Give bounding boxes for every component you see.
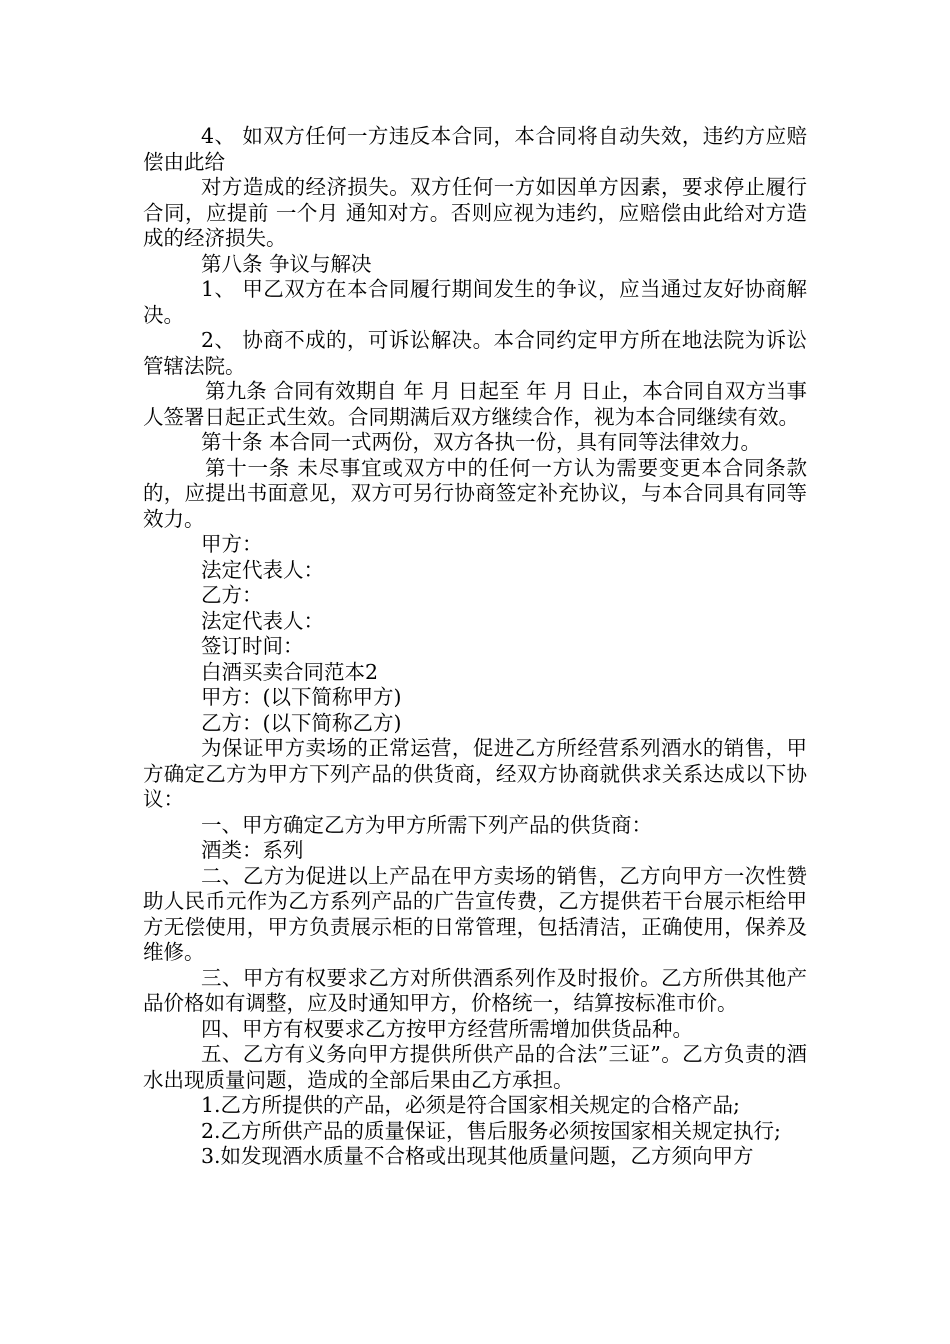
clause-7-4-continued: 对方造成的经济损失。双方任何一方如因单方因素，要求停止履行合同，应提前 一个月 通知对方。否则应视为违约，应赔偿由此给对方造成的经济损失。: [143, 175, 807, 250]
contract-2-title: 白酒买卖合同范本2: [201, 659, 379, 684]
contract-2-party-a: 甲方：(以下简称甲方): [201, 685, 402, 709]
contract-2-item-5-3: 3.如发现酒水质量不合格或出现其他质量问题，乙方须向甲方: [201, 1144, 754, 1168]
article-11: 第十一条 未尽事宜或双方中的任何一方认为需要变更本合同条款的，应提出书面意见，双方可另行协商签定补充协议，与本合同具有同等效力。: [143, 455, 807, 531]
clause-8-2: 2、 协商不成的，可诉讼解决。本合同约定甲方所在地法院为诉讼管辖法院。: [143, 328, 807, 378]
contract-2-party-b: 乙方：(以下简称乙方): [201, 710, 402, 735]
clause-7-4: 4、 如双方任何一方违反本合同，本合同将自动失效，违约方应赔偿由此给: [143, 124, 807, 174]
contract-2-item-3: 三、甲方有权要求乙方对所供酒系列作及时报价。乙方所供其他产品价格如有调整，应及时通知甲方，价格统一，结算按标准市价。: [143, 965, 807, 1015]
contract-2-item-2: 二、乙方为促进以上产品在甲方卖场的销售，乙方向甲方一次性赞助人民币元作为乙方系列产品的广告宣传费，乙方提供若干台展示柜给甲方无偿使用，甲方负责展示柜的日常管理，包括清洁，正确使用，保养及维修。: [143, 863, 807, 964]
article-8-heading: 第八条 争议与解决: [201, 251, 372, 276]
contract-2-liquor-type: 酒类：系列: [201, 838, 304, 862]
contract-2-item-5-1: 1.乙方所提供的产品，必须是符合国家相关规定的合格产品;: [201, 1093, 740, 1117]
contract-2-item-4: 四、甲方有权要求乙方按甲方经营所需增加供货品种。: [201, 1016, 693, 1041]
article-9: 第九条 合同有效期自 年 月 日起至 年 月 日止，本合同自双方当事人签署日起正式生效。合同期满后双方继续合作，视为本合同继续有效。: [143, 379, 807, 429]
party-a-field: 甲方：: [201, 532, 263, 556]
clause-8-1: 1、 甲乙双方在本合同履行期间发生的争议，应当通过友好协商解决。: [143, 277, 807, 327]
contract-2-item-1: 一、甲方确定乙方为甲方所需下列产品的供货商：: [201, 812, 652, 837]
contract-2-item-5-2: 2.乙方所供产品的质量保证，售后服务必须按国家相关规定执行;: [201, 1118, 781, 1143]
contract-2-preamble: 为保证甲方卖场的正常运营，促进乙方所经营系列酒水的销售，甲方确定乙方为甲方下列产品的供货商，经双方协商就供求关系达成以下协议：: [143, 736, 807, 811]
legal-rep-b-field: 法定代表人：: [201, 608, 324, 633]
document-page: [143, 124, 807, 1170]
signing-date-field: 签订时间：: [201, 634, 304, 658]
party-b-field: 乙方：: [201, 583, 263, 607]
contract-2-item-5: 五、乙方有义务向甲方提供所供产品的合法”三证”。乙方负责的酒水出现质量问题，造成的全部后果由乙方承担。: [143, 1042, 807, 1092]
legal-rep-a-field: 法定代表人：: [201, 557, 324, 582]
article-10: 第十条 本合同一式两份，双方各执一份，具有同等法律效力。: [201, 430, 762, 454]
